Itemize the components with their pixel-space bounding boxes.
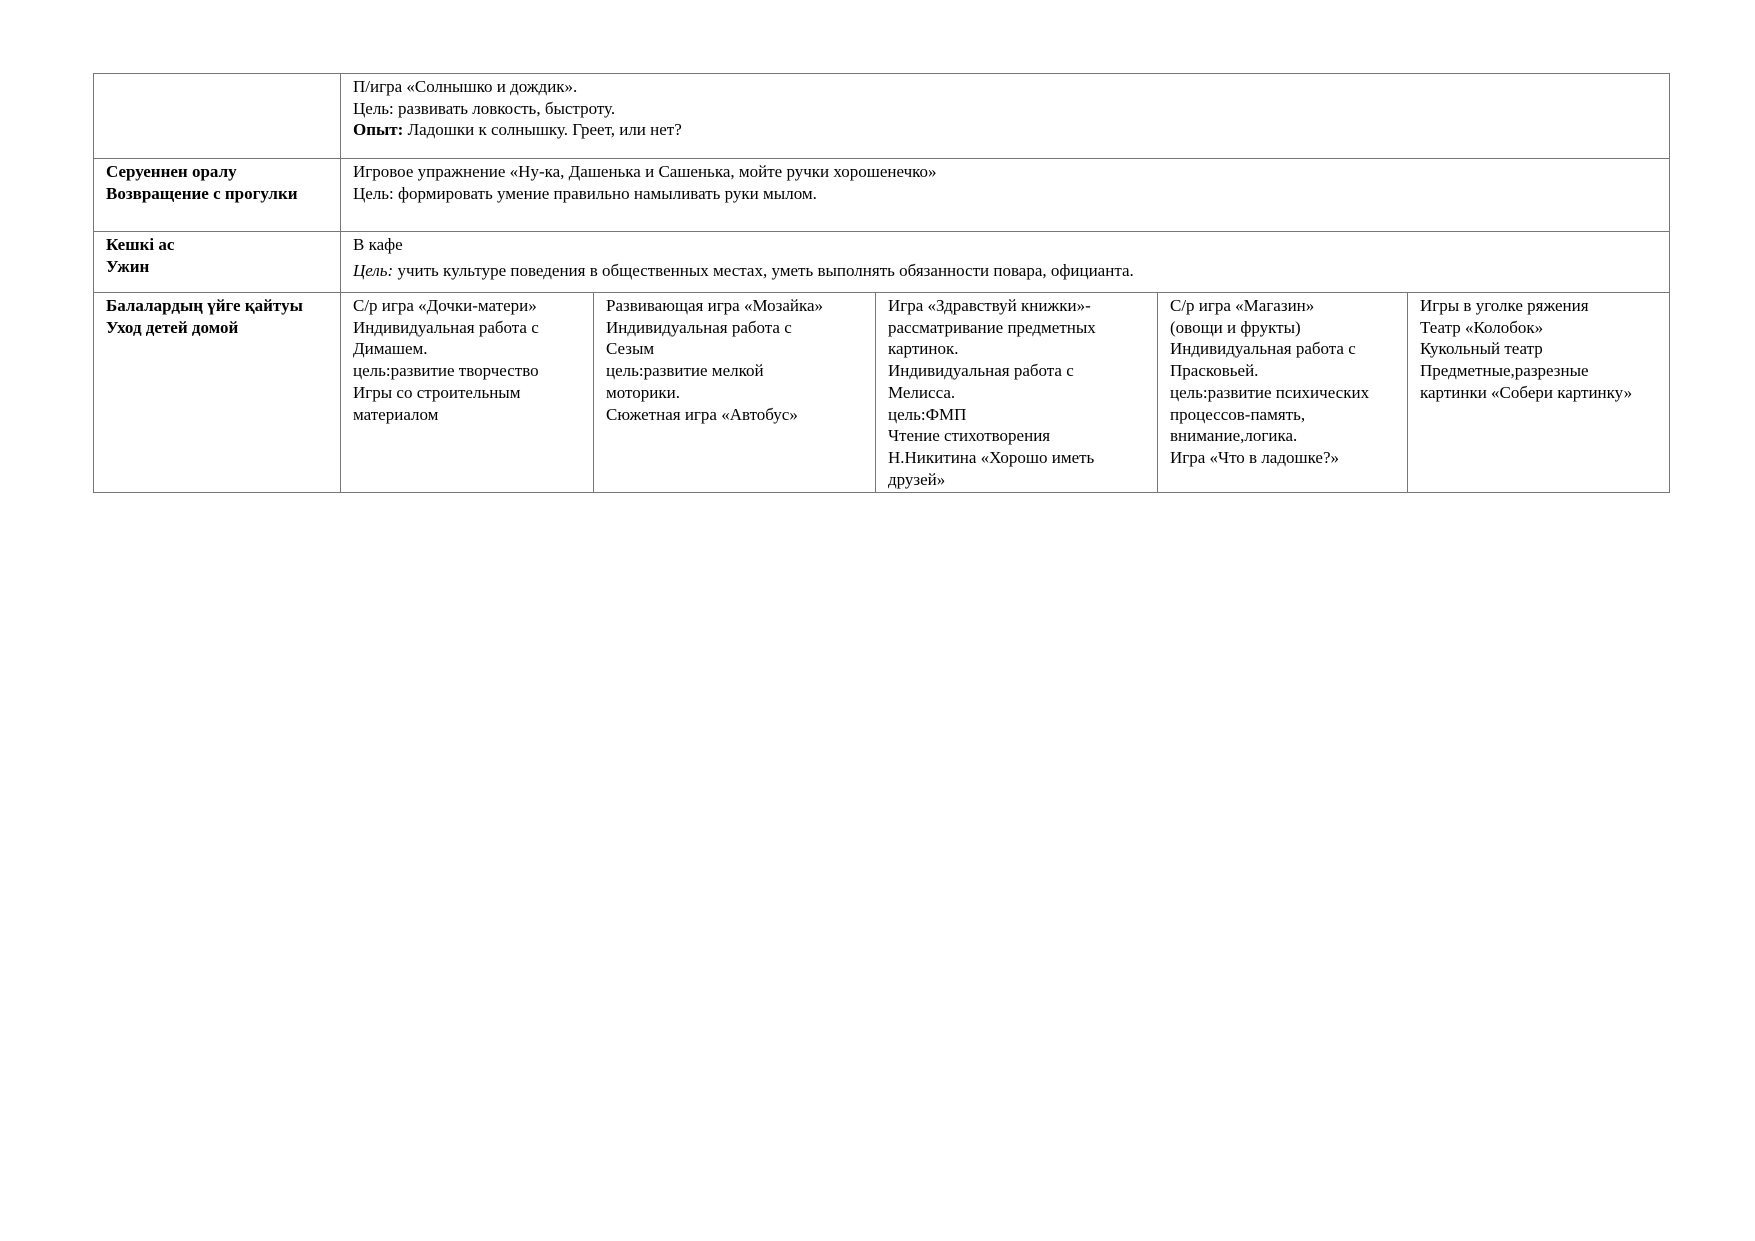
goal-label: Цель:	[353, 260, 394, 280]
walk-line-game: П/игра «Солнышко и дождик».	[353, 77, 578, 96]
dinner-activities-cell	[341, 232, 1670, 293]
cell-line: друзей»	[888, 469, 946, 489]
cell-line: Сезым	[606, 339, 655, 359]
cell-line: Индивидуальная работа с	[606, 317, 792, 337]
leaving-day-cell-2	[594, 293, 876, 493]
leaving-day-cell-3	[876, 293, 1158, 493]
experiment-text: Ладошки к солнышку. Греет, или нет?	[403, 120, 682, 140]
walk-line-goal: Цель: развивать ловкость, быстроту.	[353, 98, 616, 118]
cell-line: Мелисса.	[888, 382, 956, 402]
return-line-exercise: Игровое упражнение «Ну-ка, Дашенька и Сашенька, мойте ручки хорошенечко»	[353, 162, 937, 181]
row-label-ru: Ужин	[106, 256, 150, 276]
cell-line: цель:развитие творчество	[353, 361, 539, 381]
cell-line: картинки «Собери картинку»	[1420, 382, 1633, 402]
walk-activities-cell	[341, 74, 1670, 159]
cell-line: С/р игра «Магазин»	[1170, 296, 1315, 315]
cell-line: (овощи и фрукты)	[1170, 317, 1301, 337]
return-activities-cell	[341, 159, 1670, 232]
cell-line: цель:развитие мелкой	[606, 361, 764, 381]
cell-line: Театр «Колобок»	[1420, 317, 1544, 337]
cell-line: моторики.	[606, 382, 680, 402]
dinner-line-goal	[353, 260, 1663, 282]
row-label-kz: Кешкі ас	[106, 235, 175, 254]
cell-line: Игра «Здравствуй книжки»-	[888, 296, 1091, 315]
cell-line: Прасковьей.	[1170, 361, 1259, 381]
row-label-return	[94, 159, 341, 232]
cell-line: Н.Никитина «Хорошо иметь	[888, 447, 1095, 467]
row-label-dinner	[94, 232, 341, 293]
cell-line: процессов-память,	[1170, 404, 1306, 424]
cell-line: Игра «Что в ладошке?»	[1170, 447, 1340, 467]
cell-line: Игры со строительным	[353, 382, 521, 402]
cell-line: Развивающая игра «Мозайка»	[606, 296, 824, 315]
row-label-cell-empty	[94, 74, 341, 159]
table-row-leaving	[94, 293, 1670, 493]
leaving-day-cell-1	[341, 293, 594, 493]
row-label-kz: Балалардың үйге қайтуы	[106, 296, 303, 315]
cell-line: цель:развитие психических	[1170, 382, 1370, 402]
cell-line: цель:ФМП	[888, 404, 967, 424]
row-label-leaving	[94, 293, 341, 493]
cell-line: Предметные,разрезные	[1420, 361, 1589, 381]
cell-line: Сюжетная игра «Автобус»	[606, 404, 798, 424]
return-line-goal: Цель: формировать умение правильно намыливать руки мылом.	[353, 183, 817, 203]
row-label-ru: Уход детей домой	[106, 317, 239, 337]
cell-line: картинок.	[888, 339, 959, 359]
table-row-return	[94, 159, 1670, 232]
row-label-kz: Серуеннен оралу	[106, 162, 237, 181]
cell-line: Чтение стихотворения	[888, 426, 1051, 446]
cell-line: Димашем.	[353, 339, 428, 359]
cell-line: рассматривание предметных	[888, 317, 1096, 337]
cell-line: Игры в уголке ряжения	[1420, 296, 1589, 315]
walk-line-experiment	[353, 119, 1663, 141]
row-label-ru: Возвращение с прогулки	[106, 183, 298, 203]
goal-text: учить культуре поведения в общественных местах, уметь выполнять обязанности повара, официанта.	[393, 260, 1134, 280]
cell-line: внимание,логика.	[1170, 426, 1298, 446]
leaving-day-cell-4	[1158, 293, 1408, 493]
cell-line: материалом	[353, 404, 439, 424]
cell-line: Индивидуальная работа с	[353, 317, 539, 337]
table-row-walk	[94, 74, 1670, 159]
daily-plan-table	[93, 73, 1670, 493]
cell-line: Кукольный театр	[1420, 339, 1543, 359]
cell-line: Индивидуальная работа с	[1170, 339, 1356, 359]
table-row-dinner	[94, 232, 1670, 293]
leaving-day-cell-5	[1408, 293, 1670, 493]
dinner-line-cafe: В кафе	[353, 235, 403, 254]
cell-line: С/р игра «Дочки-матери»	[353, 296, 537, 315]
cell-line: Индивидуальная работа с	[888, 361, 1074, 381]
experiment-label: Опыт:	[353, 120, 404, 140]
